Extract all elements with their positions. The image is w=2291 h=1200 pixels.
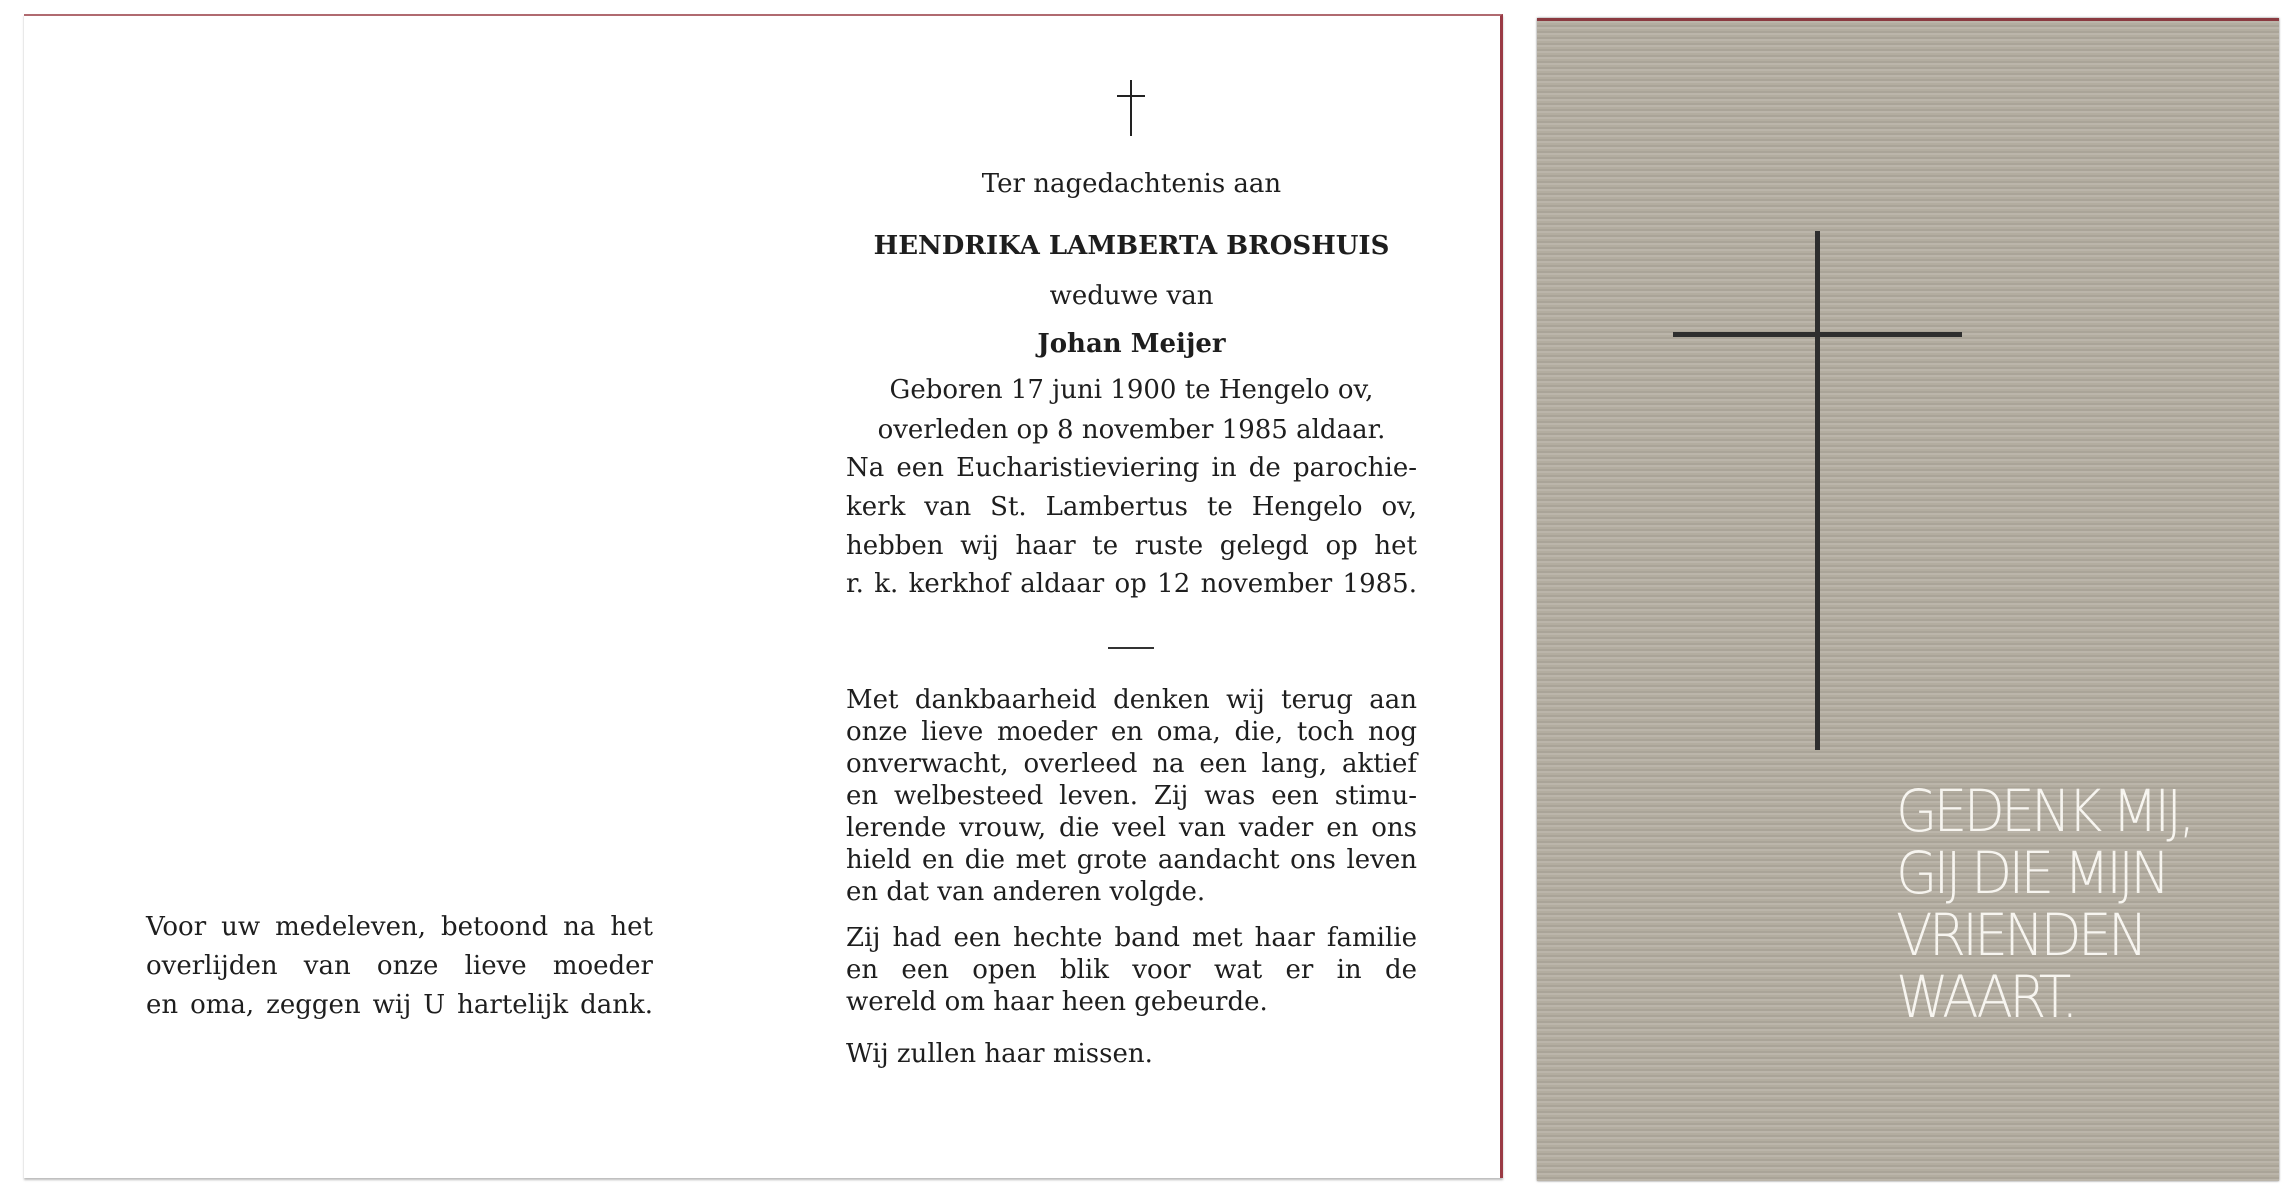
thanks-text <box>146 908 653 1025</box>
memorial-text <box>846 168 1417 600</box>
paragraph-line: en welbesteed leven. Zij was een stimu- <box>846 781 1417 811</box>
paragraph-line: Met dankbaarheid denken wij terug aan <box>846 685 1417 715</box>
cover-line: GEDENK MIJ, <box>1896 777 2192 845</box>
separator <box>1108 647 1154 649</box>
paragraph-line: onze lieve moeder en oma, die, toch nog <box>846 717 1417 747</box>
cover-line: VRIENDEN <box>1896 901 2145 969</box>
cross-icon <box>1115 80 1147 136</box>
tribute-text <box>846 684 1417 1070</box>
paragraph-line: onverwacht, overleed na een lang, aktief <box>846 749 1417 779</box>
thanks-line: overlijden van onze lieve moeder <box>146 951 653 981</box>
thanks-line: en oma, zeggen wij U hartelijk dank. <box>146 990 653 1020</box>
paragraph-line: Zij had een hechte band met haar familie <box>846 923 1417 953</box>
details-line: overleden op 8 november 1985 aldaar. <box>877 415 1386 445</box>
cover-text <box>1896 777 2192 1031</box>
details-line: kerk van St. Lambertus te Hengelo ov, <box>846 492 1417 522</box>
details-line: r. k. kerkhof aldaar op 12 november 1985. <box>846 569 1417 599</box>
heading: Ter nagedachtenis aan <box>981 169 1282 199</box>
details-line: hebben wij haar te ruste gelegd op het <box>846 531 1417 561</box>
paragraph-line: wereld om haar heen gebeurde. <box>846 987 1268 1017</box>
details-line: Geboren 17 juni 1900 te Hengelo ov, <box>889 375 1374 405</box>
deceased-name: HENDRIKA LAMBERTA BROSHUIS <box>873 231 1390 261</box>
relation: weduwe van <box>1049 281 1214 311</box>
paragraph-line: en dat van anderen volgde. <box>846 877 1206 907</box>
paragraph-line: lerende vrouw, die veel van vader en ons <box>846 813 1417 843</box>
paragraph-line: en een open blik voor wat er in de <box>846 955 1417 985</box>
cover-line: GIJ DIE MIJN <box>1896 839 2167 907</box>
cover-line: WAART. <box>1896 963 2075 1031</box>
spouse-name: Johan Meijer <box>1037 329 1226 359</box>
thanks-line: Voor uw medeleven, betoond na het <box>146 912 653 942</box>
closing-line: Wij zullen haar missen. <box>846 1039 1153 1069</box>
paragraph-line: hield en die met grote aandacht ons leven <box>846 845 1417 875</box>
details-line: Na een Eucharistieviering in de parochie- <box>846 453 1417 483</box>
